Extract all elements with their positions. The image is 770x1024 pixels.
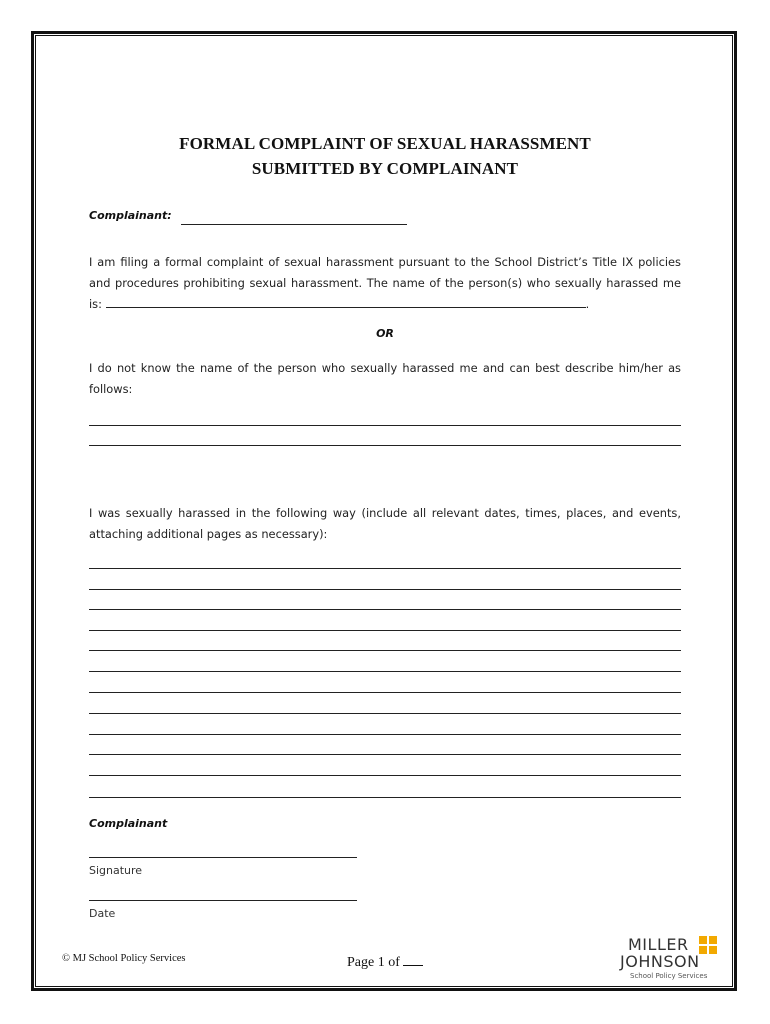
footer-copyright: © MJ School Policy Services	[62, 953, 186, 964]
details-line-2[interactable]	[89, 589, 681, 590]
date-label: Date	[89, 907, 116, 920]
form-title-line2: SUBMITTED BY COMPLAINANT	[251, 159, 519, 178]
logo-squares-icon	[699, 936, 717, 954]
description-line-1[interactable]	[89, 425, 681, 426]
complainant-label: Complainant:	[89, 209, 172, 222]
details-line-5[interactable]	[89, 650, 681, 651]
harasser-name-field[interactable]	[106, 295, 586, 308]
details-line-4[interactable]	[89, 630, 681, 631]
signature-heading: Complainant	[89, 817, 168, 830]
form-title-line1: FORMAL COMPLAINT OF SEXUAL HARASSMENT	[179, 134, 591, 153]
miller-johnson-logo	[620, 935, 720, 985]
date-field[interactable]	[89, 900, 357, 901]
paragraph-harassment-details: I was sexually harassed in the following way (include all relevant dates, times, places, and events, attaching additional pages as necessary):	[89, 506, 681, 541]
signature-field[interactable]	[89, 857, 357, 858]
page-number-text: Page 1 of	[347, 955, 400, 970]
details-line-1[interactable]	[89, 568, 681, 569]
footer-page-number	[347, 953, 423, 971]
details-line-6[interactable]	[89, 671, 681, 672]
details-line-3[interactable]	[89, 609, 681, 610]
page-total-field	[403, 953, 423, 966]
harasser-name-period: .	[585, 297, 590, 311]
paragraph-describe-harasser: I do not know the name of the person who sexually harassed me and can best describe him/her as follows:	[89, 361, 681, 396]
description-line-2[interactable]	[89, 445, 681, 446]
or-separator: OR	[376, 327, 394, 340]
details-line-7[interactable]	[89, 692, 681, 693]
complainant-name-field[interactable]	[181, 224, 407, 225]
paragraph-filing-statement	[89, 252, 681, 315]
logo-text-johnson: JOHNSON	[620, 952, 700, 971]
signature-label: Signature	[89, 864, 143, 877]
details-line-10[interactable]	[89, 754, 681, 755]
logo-tagline: School Policy Services	[630, 972, 708, 980]
details-line-8[interactable]	[89, 713, 681, 714]
logo-text-miller: MILLER	[628, 935, 689, 954]
paragraph-filing-text: I am filing a formal complaint of sexual harassment pursuant to the School District’s Title IX policies and procedures prohibiting sexual harassment. The name of the person(s) who sexually harassed me is:	[89, 255, 681, 311]
details-line-12[interactable]	[89, 797, 681, 798]
details-line-9[interactable]	[89, 734, 681, 735]
details-line-11[interactable]	[89, 775, 681, 776]
